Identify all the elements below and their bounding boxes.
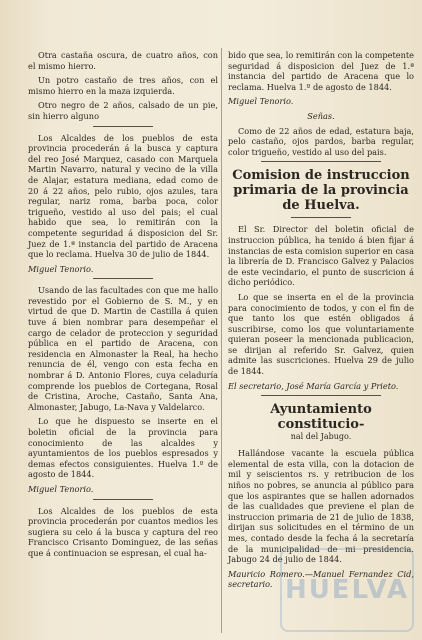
heading-ayuntamiento: Ayuntamiento constitucio- bbox=[270, 402, 372, 433]
right-column bbox=[228, 50, 414, 594]
senas-label: Señas. bbox=[307, 110, 335, 121]
section-rule bbox=[261, 161, 381, 162]
signature-tenorio: Miguel Tenorio. bbox=[28, 483, 94, 494]
paragraph-horse-1: Otra castaña oscura, de cuatro años, con el mismo hierro. bbox=[28, 50, 218, 71]
article-marquez: Los Alcaldes de los pueblos de esta provincia procederán á la busca y captura del reo José Marquez, casado con Marquela Martin Navarro, natural y vecino de la villa de Alajar, estatura mediana, edad como de 20 á 22 años, pelo rubio, ojos azules, tara regular, nariz roma, barba poca, color trigueño, vestido al uso del pais; el cual habido que sea, lo remitirán con la competente seguridad á disposicion del Sr. Juez de 1.ª instancia del partido de Aracena que lo reclama. Huelva 30 de julio de 1844. bbox=[28, 132, 218, 260]
section-rule bbox=[261, 395, 381, 396]
article-celador-insert: Lo que he dispuesto se inserte en el boletin oficial de la provincia para conocimiento de las alcaldes y ayuntamientos de los pueblos espresados y demas efectos consiguientes. Huelva 1.º de agosto de 1844. bbox=[28, 416, 218, 480]
signature-tenorio: Miguel Tenorio. bbox=[228, 96, 294, 107]
paragraph-horse-2: Un potro castaño de tres años, con el mismo hierro en la maza izquierda. bbox=[28, 75, 218, 96]
ayuntamiento-paragraph: Hallándose vacante la escuela pública elemental de esta villa, con la dotacion de mil y seiscientos rs. y retribucion de los niños no pobres, se anuncia al público para que los aspirantes que se hallen adornados de las cualidades que previene el plan de instruccion primaria de 21 de julio de 1838, dirijan sus solicitudes en el término de un mes, contado desde la fecha á la secretaría de la municipalidad de mi presidencia. Jabugo 24 de julio de 1844. bbox=[228, 448, 414, 565]
heading-ayuntamiento-sub: nal del Jabugo. bbox=[290, 432, 352, 442]
heading-rule bbox=[291, 217, 351, 218]
article-celador: Usando de las facultades con que me hallo revestido por el Gobierno de S. M., y en virtud de que D. Martin de Castilla á quien tuve á bien nombrar para desempeñar el cargo de celador de proteccion y seguridad pública en el partido de Aracena, con residencia en Almonaster la Real, ha hecho renuncia de él, vengo con esta fecha en nombrar á D. Antonio Flores, cuya celaduría comprende los pueblos de Cortegana, Rosal de Cristina, Aroche, Castaño, Santa Ana, Almonaster, Jabugo, La-Nava y Valdelarco. bbox=[28, 285, 218, 412]
column-divider bbox=[221, 48, 222, 633]
signature-romero: Mauricio Romero.—Manuel Fernandez Cid, secretario. bbox=[228, 568, 414, 590]
article-dominguez-cont: bido que sea, lo remitirán con la competente seguridad á disposicion del Juez de 1.ª instancia del partido de Aracena que lo reclama. Huelva 1.º de agosto de 1844. bbox=[228, 50, 415, 92]
paragraph-horse-3: Otro negro de 2 años, calsado de un pie, sin hierro alguno bbox=[28, 100, 218, 121]
senas-text: Como de 22 años de edad, estatura baja, pelo castaño, ojos pardos, barba regular, color trigueño, vestido al uso del pais. bbox=[228, 125, 414, 157]
section-rule bbox=[93, 278, 153, 279]
comision-paragraph-2: Lo que se inserta en el de la provincia para conocimiento de todos, y con el fin de que tanto los que estén obligados á suscribirse, como los que voluntariamente quieran poseer la mencionada publicacion, se dirijan al referido Sr. Galvez, quien admite las suscriciones. Huelva 29 de julio de 1844. bbox=[228, 291, 414, 377]
article-dominguez: Los Alcaldes de los pueblos de esta provincia procederán por cuantos medios les sugiera su celo á la busca y captura del reo Francisco Crisanto Dominguez, de las señas que á continuacion se espresan, el cual ha- bbox=[28, 505, 218, 558]
heading-comision: Comision de instruccion primaria de la provincia de Huelva. bbox=[232, 168, 410, 214]
signature-garcia: El secretario, José María García y Prieto. bbox=[228, 380, 399, 391]
signature-tenorio: Miguel Tenorio. bbox=[28, 263, 94, 274]
section-rule bbox=[93, 499, 153, 500]
library-stamp: HUELVA bbox=[280, 548, 414, 632]
left-column bbox=[28, 50, 218, 563]
section-rule bbox=[93, 126, 153, 127]
comision-paragraph-1: El Sr. Director del boletin oficial de instruccion pública, ha tenido á bien fijar á instancias de esta comision superior en casa la librería de D. Francisco Galvez y Palacios de este vecindario, el punto de suscricion á dicho periódico. bbox=[228, 224, 414, 288]
